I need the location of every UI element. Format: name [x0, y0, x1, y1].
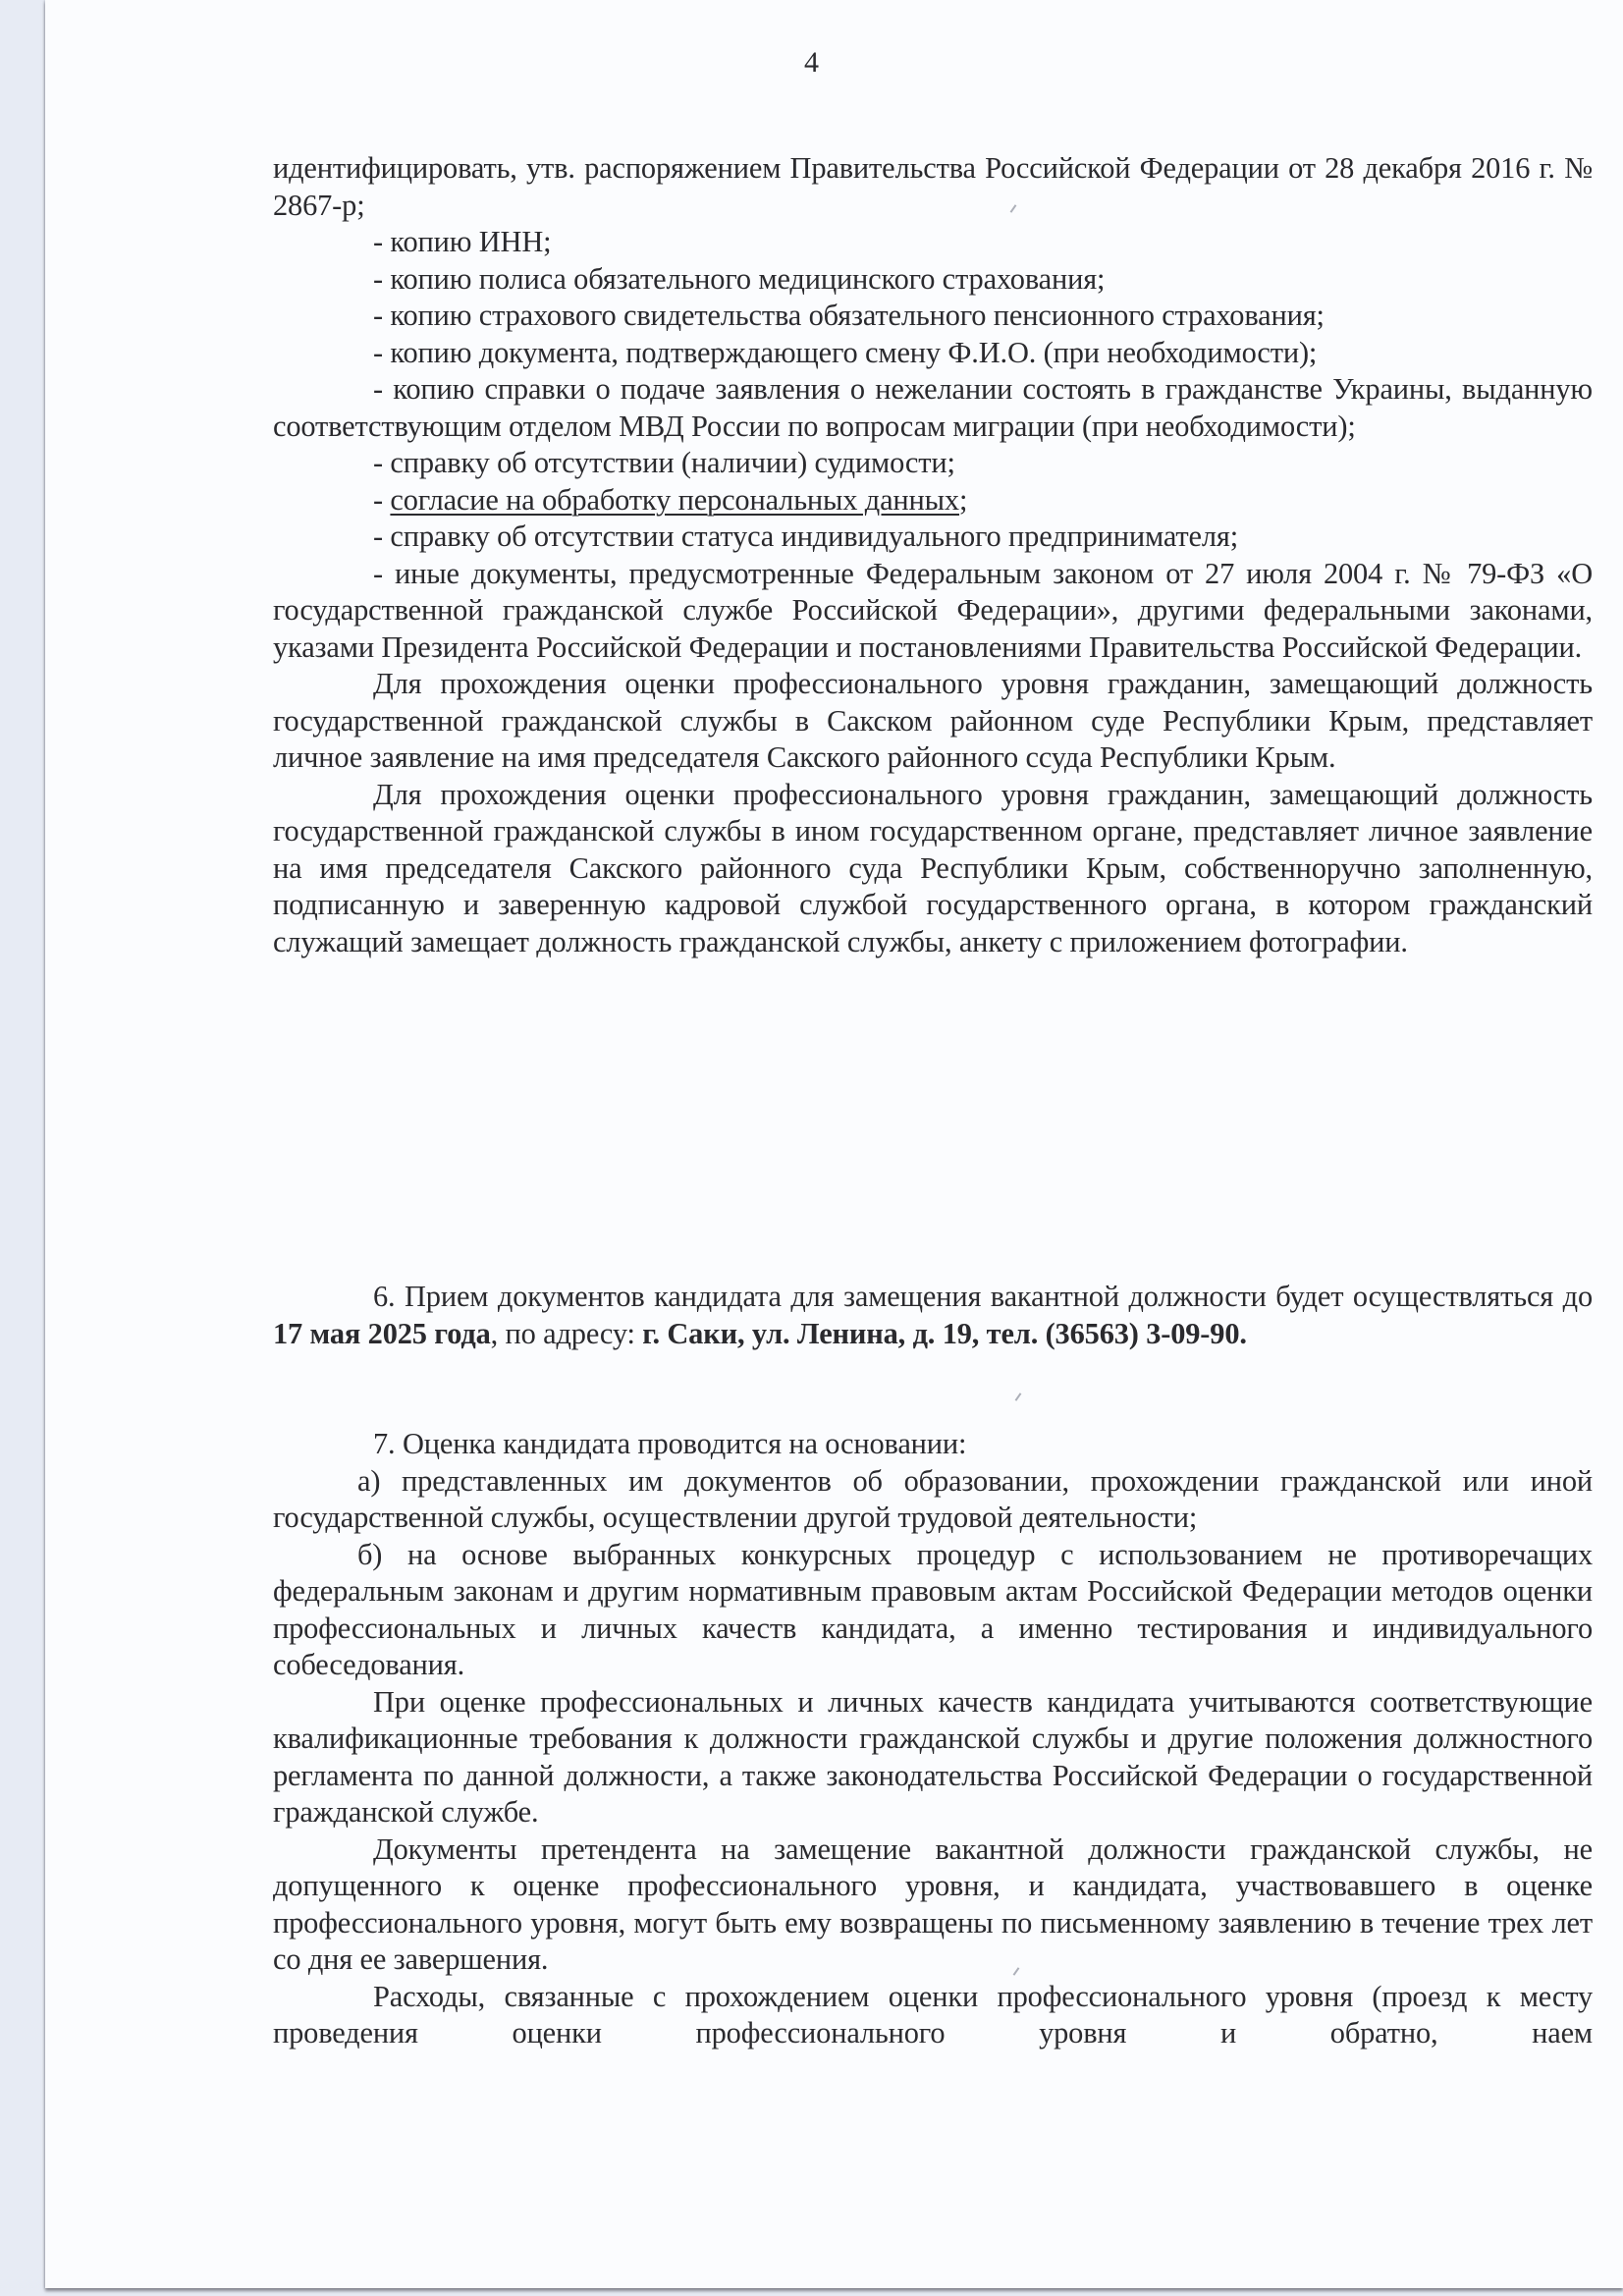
- section-6-paragraph: [273, 1279, 1593, 1352]
- list-prefix: -: [373, 482, 391, 517]
- section-6-text-before: 6. Прием документов кандидата для замещения вакантной должности будет осуществляться до: [373, 1280, 1593, 1313]
- list-item-name-change: - копию документа, подтверждающего смену Ф.И.О. (при необходимости);: [373, 335, 1318, 369]
- section-7-heading: 7. Оценка кандидата проводится на основании:: [373, 1427, 967, 1460]
- paragraph-saki-court-employee: Для прохождения оценки профессионального уровня гражданин, замещающий должность государственной гражданской службы в Сакском районном суде Республики Крым, представляет личное заявление на имя председателя Сакского районного ссуда Республики Крым.: [273, 667, 1593, 774]
- section-7-item-a: а) представленных им документов об образовании, прохождении гражданской или иной государственной службы, осуществлении другой трудовой деятельности;: [273, 1463, 1593, 1534]
- continuation-paragraph: идентифицировать, утв. распоряжением Правительства Российской Федерации от 28 декабря 2016 г. № 2867-р;: [273, 151, 1593, 222]
- section-7: [273, 1426, 1593, 2052]
- page-number: 4: [804, 46, 819, 79]
- list-item-personal-data-consent: [273, 482, 1593, 519]
- list-item-inn: - копию ИНН;: [373, 225, 552, 258]
- list-item-pension-insurance: - копию страхового свидетельства обязательного пенсионного страхования;: [373, 299, 1325, 332]
- section-7-paragraph-evaluation: При оценке профессиональных и личных качеств кандидата учитываются соответствующие квалификационные требования к должности гражданской службы и другие положения должностного регламента по данной должности, а также законодательства Российской Федерации о государственной гражданской службе.: [273, 1684, 1593, 1829]
- section-6: [273, 1279, 1593, 1352]
- section-6-address: г. Саки, ул. Ленина, д. 19, тел. (36563) 3-09-90.: [642, 1316, 1247, 1350]
- section-7-paragraph-documents-return: Документы претендента на замещение вакантной должности гражданской службы, не допущенного к оценке профессионального уровня, и кандидата, участвовавшего в оценке профессионального уровня, могут быть ему возвращены по письменному заявлению в течение трех лет со дня ее завершения.: [273, 1831, 1593, 1976]
- section-7-paragraph-expenses: Расходы, связанные с прохождением оценки профессионального уровня (проезд к месту проведения оценки профессионального уровня и обратно, наем: [273, 1979, 1593, 2050]
- section-6-text-middle: , по адресу:: [490, 1316, 643, 1350]
- personal-data-consent-link: согласие на обработку персональных данных: [390, 482, 959, 517]
- paragraph-other-agency-employee: Для прохождения оценки профессионального уровня гражданин, замещающий должность государственной гражданской службы в ином государственном органе, представляет личное заявление на имя председателя Сакского районного суда Республики Крым, собственноручно заполненную, подписанную и заверенную кадровой службой государственного органа, в котором гражданский служащий замещает должность гражданской службы, анкету с приложением фотографии.: [273, 777, 1593, 958]
- document-body-part-1: [273, 150, 1593, 960]
- list-item-citizenship-certificate: - копию справки о подаче заявления о нежелании состоять в гражданстве Украины, выданную соответствующим отделом МВД России по вопросам миграции (при необходимости);: [273, 372, 1593, 443]
- list-item-entrepreneur-status: - справку об отсутствии статуса индивидуального предпринимателя;: [373, 519, 1238, 553]
- list-item-medical-insurance: - копию полиса обязательного медицинского страхования;: [373, 261, 1106, 296]
- list-item-other-documents: - иные документы, предусмотренные Федеральным законом от 27 июля 2004 г. № 79-ФЗ «О государственной гражданской службе Российской Федерации», другими федеральными законами, указами Президента Российской Федерации и постановлениями Правительства Российской Федерации.: [273, 556, 1593, 664]
- section-7-item-b: б) на основе выбранных конкурсных процедур с использованием не противоречащих федеральным законам и другим нормативным правовым актам Российской Федерации методов оценки профессиональных и личных качеств кандидата, а именно тестирования и индивидуального собеседования.: [273, 1537, 1593, 1681]
- section-6-deadline: 17 мая 2025 года: [273, 1316, 491, 1350]
- list-item-criminal-record: - справку об отсутствии (наличии) судимости;: [373, 446, 955, 479]
- list-suffix: ;: [958, 482, 968, 517]
